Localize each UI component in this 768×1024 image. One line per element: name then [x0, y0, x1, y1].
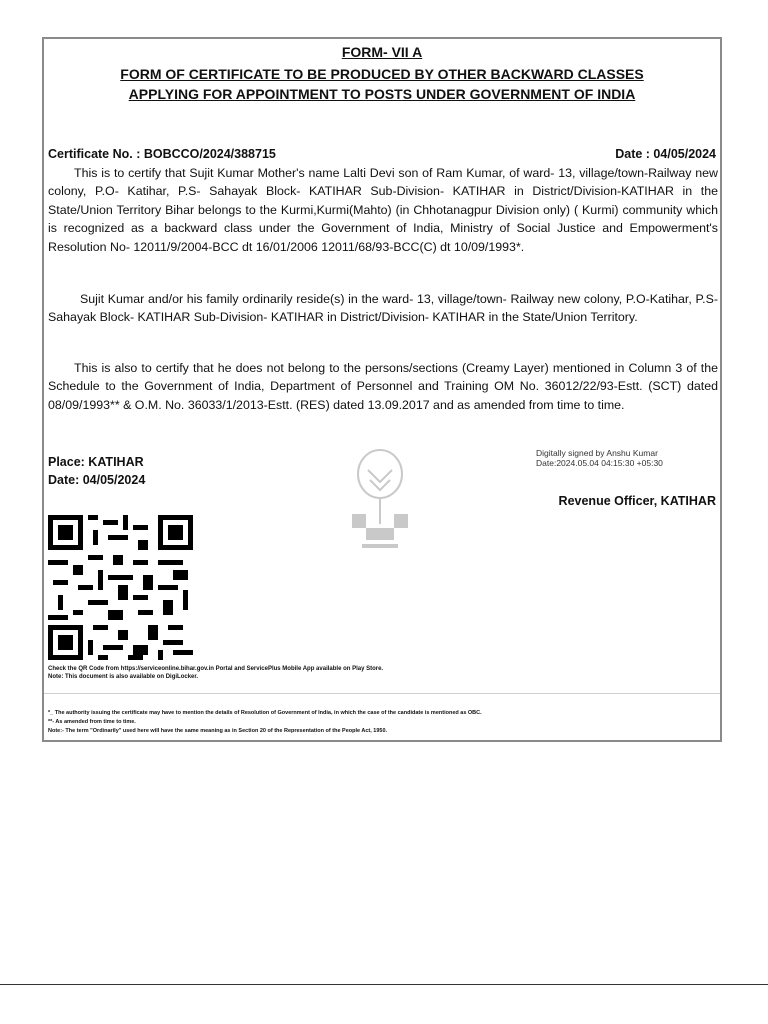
paragraph-1-text: This is to certify that Sujit Kumar Mother's name Lalti Devi son of Ram Kumar, of ward- 13, village/town-Railway new colony, P.O- Katihar, P.S- Sahayak Block- KATIHAR Sub-Division- KATIHAR in District/Division-KATIHAR in the State/Union Territory Bihar belongs to the Kurmi,Kurmi(Mahto) (in Chhotanagpur Division only) ( Kurmi) community which is recognized as a backward class under the Government of India, Ministry of Social Justice and Empowerment's Resolution No- 12011/9/2004-BCC dt 16/01/2006 12011/68/93-BCC(C) dt 10/09/1993*. — [48, 166, 718, 254]
residence-paragraph — [48, 290, 718, 327]
form-number: FORM- VII A — [341, 44, 423, 60]
form-title-line2: APPLYING FOR APPOINTMENT TO POSTS UNDER GOVERNMENT OF INDIA — [128, 86, 636, 102]
footnote-obc: *_ The authority issuing the certificate may have to mention the details of Resolution of Government of India, in which the case of the candidate is mentioned as OBC. — [48, 710, 482, 716]
qr-check-note: Check the QR Code from https://serviceonline.bihar.gov.in Portal and ServicePlus Mobile App available on Play Store. — [48, 666, 384, 672]
certification-paragraph — [48, 164, 718, 256]
place: Place: KATIHAR — [48, 455, 144, 469]
page-bottom-line — [0, 984, 768, 985]
digital-signature-date: Date:2024.05.04 04:15:30 +05:30 — [536, 458, 663, 468]
digilocker-note: Note: This document is also available on DigiLocker. — [48, 674, 199, 680]
certificate-number: Certificate No. : BOBCCO/2024/388715 — [48, 147, 276, 161]
digital-signature — [536, 448, 663, 468]
certificate-date: Date : 04/05/2024 — [615, 147, 716, 161]
footnote-ordinarily: Note:- The term "Ordinarily" used here will have the same meaning as in Section 20 of the Representation of the People Act, 1950. — [48, 728, 388, 734]
digital-signature-name: Digitally signed by Anshu Kumar — [536, 448, 658, 458]
qr-code[interactable] — [48, 515, 193, 660]
paragraph-2-text: Sujit Kumar and/or his family ordinarily reside(s) in the ward- 13, village/town- Railway new colony, P.O-Katihar, P.S- Sahayak Block- KATIHAR Sub-Division- KATIHAR in District/Division- KATIHAR in the State/Union Territory. — [48, 292, 718, 325]
divider — [44, 693, 720, 694]
certificate-frame — [42, 37, 722, 742]
revenue-officer: Revenue Officer, KATIHAR — [558, 494, 716, 508]
creamy-layer-paragraph — [48, 359, 718, 414]
bihar-emblem-watermark — [340, 444, 420, 562]
paragraph-3-text: This is also to certify that he does not belong to the persons/sections (Creamy Layer) mentioned in Column 3 of the Schedule to the Government of India, Department of Personnel and Training OM No. 36012/22/93-Estt. (SCT) dated 08/09/1993** & O.M. No. 36033/1/2013-Estt. (RES) dated 13.09.2017 and as amended from time to time. — [48, 361, 718, 412]
footnote-amended: **- As amended from time to time. — [48, 719, 136, 725]
form-title-line1: FORM OF CERTIFICATE TO BE PRODUCED BY OTHER BACKWARD CLASSES — [120, 66, 644, 82]
issue-date: Date: 04/05/2024 — [48, 473, 146, 487]
